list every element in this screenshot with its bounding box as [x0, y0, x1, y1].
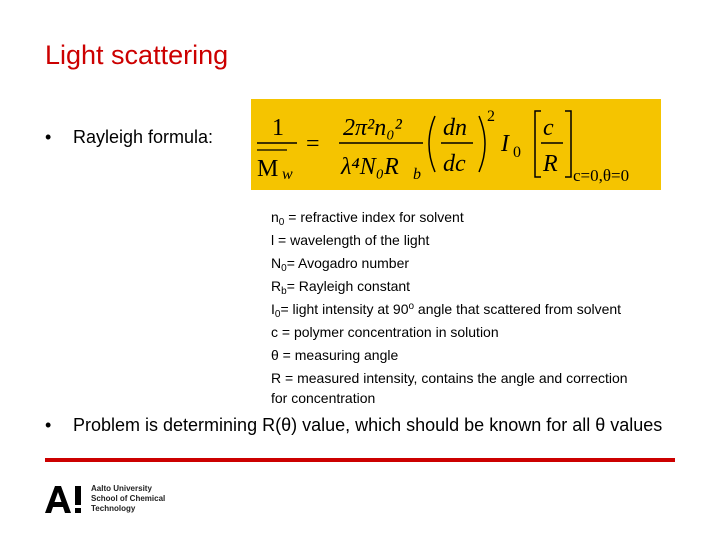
slide-title: Light scattering — [45, 40, 229, 70]
definition-row: l = wavelength of the light — [271, 232, 430, 248]
definition-row: $N_0=$ Avogadro number — [271, 255, 410, 274]
formula-den-sub: b — [413, 166, 421, 183]
formula-I-sub: 0 — [513, 144, 521, 161]
definitions-list — [271, 206, 711, 407]
bullet-text: Rayleigh formula: — [73, 127, 214, 147]
logo-line: School of Chemical — [91, 494, 166, 503]
definition-row: $n_0$ = refractive index for solvent — [271, 209, 464, 228]
logo-line: Technology — [91, 504, 136, 513]
definition-row: R = measured intensity, contains the angle and correction — [271, 370, 628, 386]
aalto-logo-mark — [44, 484, 84, 514]
aalto-logo-text — [91, 484, 165, 514]
definition-row: $R_b=$ Rayleigh constant — [271, 278, 411, 297]
formula-dn: dn — [443, 115, 467, 141]
formula-numerator: 2π²n₀² — [343, 115, 402, 141]
formula-I: I — [501, 131, 509, 157]
formula-lhs-numerator: 1 — [272, 115, 284, 141]
bullet-dot: • — [45, 127, 52, 147]
definition-row: $I_0=$ light intensity at 90$^o$ angle that scattered from solvent — [271, 301, 622, 320]
formula-c: c — [543, 115, 554, 141]
formula-lhs-denominator: M — [257, 156, 279, 182]
bullet-text: Problem is determining R(θ) value, which should be known for all θ values — [73, 415, 663, 435]
definition-row: for concentration — [271, 390, 376, 406]
definition-row: θ = measuring angle — [271, 347, 399, 363]
formula-square: 2 — [487, 108, 495, 125]
formula-equals: = — [306, 131, 320, 157]
rayleigh-formula — [251, 99, 661, 190]
footer-rule — [45, 458, 675, 462]
formula-lhs-sub: w — [282, 166, 293, 183]
formula-dc: dc — [443, 151, 466, 177]
definition-row: c = polymer concentration in solution — [271, 324, 499, 340]
formula-denominator: λ⁴N₀R — [341, 154, 399, 180]
bullet-dot: • — [45, 415, 52, 435]
logo-line: Aalto University — [91, 484, 152, 493]
formula-R: R — [543, 151, 558, 177]
formula-condition: c=0,θ=0 — [573, 166, 630, 185]
